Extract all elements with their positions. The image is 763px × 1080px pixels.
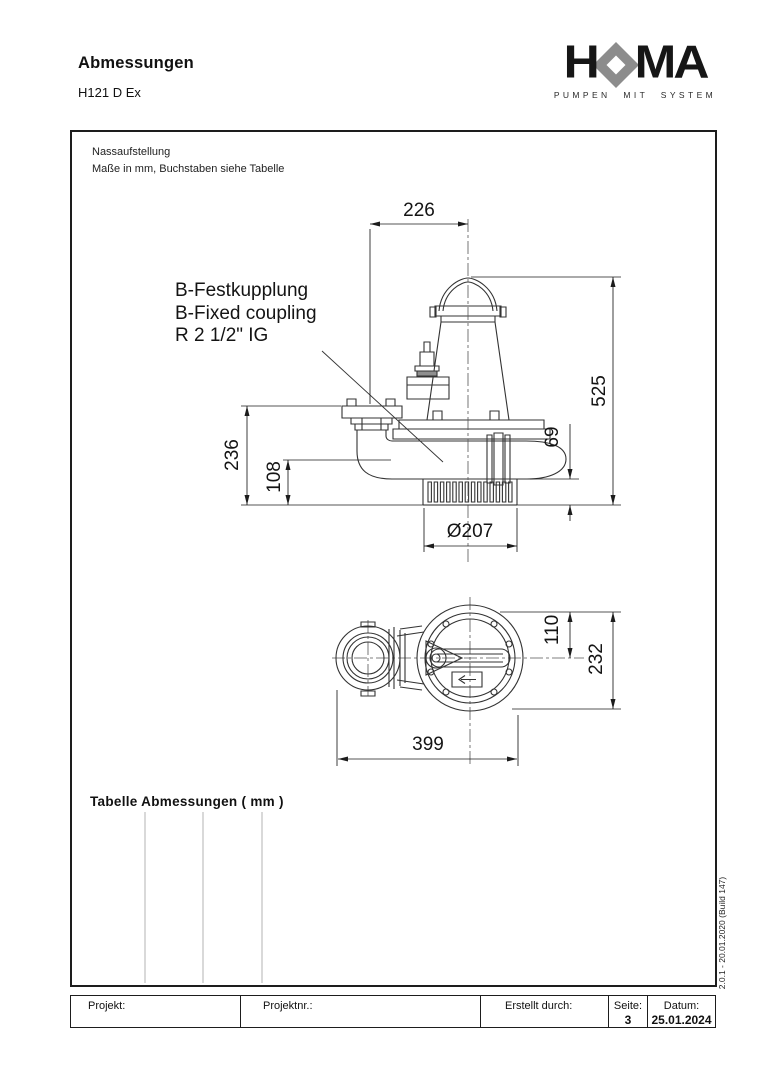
installation-note: Nassaufstellung: [92, 146, 171, 158]
coupling-leader-line: [322, 351, 443, 462]
cable-gland: [407, 342, 449, 399]
dim-label-236: 236: [222, 439, 243, 471]
footer-project-cell: Projekt:: [71, 996, 241, 1027]
footer-date-cell: Datum: 25.01.2024: [648, 996, 715, 1027]
dim-label-110: 110: [542, 614, 563, 646]
footer-project-no-cell: Projektnr.:: [241, 996, 481, 1027]
pump-model: H121 D Ex: [78, 85, 141, 100]
rotation-arrow-box: [452, 672, 482, 687]
version-note: 2.0.1 - 20.01.2020 (Build 147): [717, 876, 727, 990]
logo-tagline: PUMPEN MIT SYSTEM: [553, 90, 717, 100]
dim-label-108: 108: [264, 461, 285, 493]
dim-label-232: 232: [586, 643, 607, 675]
side-view-dimensions: [241, 224, 621, 552]
page-title: Abmessungen: [78, 54, 194, 72]
volute-casing: [357, 430, 566, 479]
dim-label-226: 226: [403, 200, 435, 221]
suction-strainer: [423, 479, 517, 505]
footer-created-by-cell: Erstellt durch:: [481, 996, 609, 1027]
logo-text-right: MA: [634, 36, 707, 88]
dim-label-525: 525: [589, 375, 610, 407]
top-view-dimensions: [337, 612, 621, 766]
discharge-flange: [342, 399, 402, 430]
dim-label-207: Ø207: [446, 521, 494, 542]
flange-top-view: [336, 622, 405, 696]
dim-label-69: 69: [542, 426, 563, 448]
table-column-lines: [145, 812, 262, 983]
table-heading: Tabelle Abmessungen ( mm ): [90, 794, 284, 809]
dim-label-399: 399: [412, 734, 444, 755]
coupling-label: B-Festkupplung B-Fixed coupling R 2 1/2" IG: [175, 280, 317, 346]
footer-page-value: 3: [624, 1013, 632, 1027]
units-note: Maße in mm, Buchstaben siehe Tabelle: [92, 163, 285, 175]
footer-page-cell: Seite: 3: [609, 996, 648, 1027]
footer-date-value: 25.01.2024: [651, 1013, 712, 1027]
footer-title-block: [70, 995, 716, 1028]
pump-side-view: [342, 278, 566, 505]
logo-text-left: H: [563, 36, 597, 88]
